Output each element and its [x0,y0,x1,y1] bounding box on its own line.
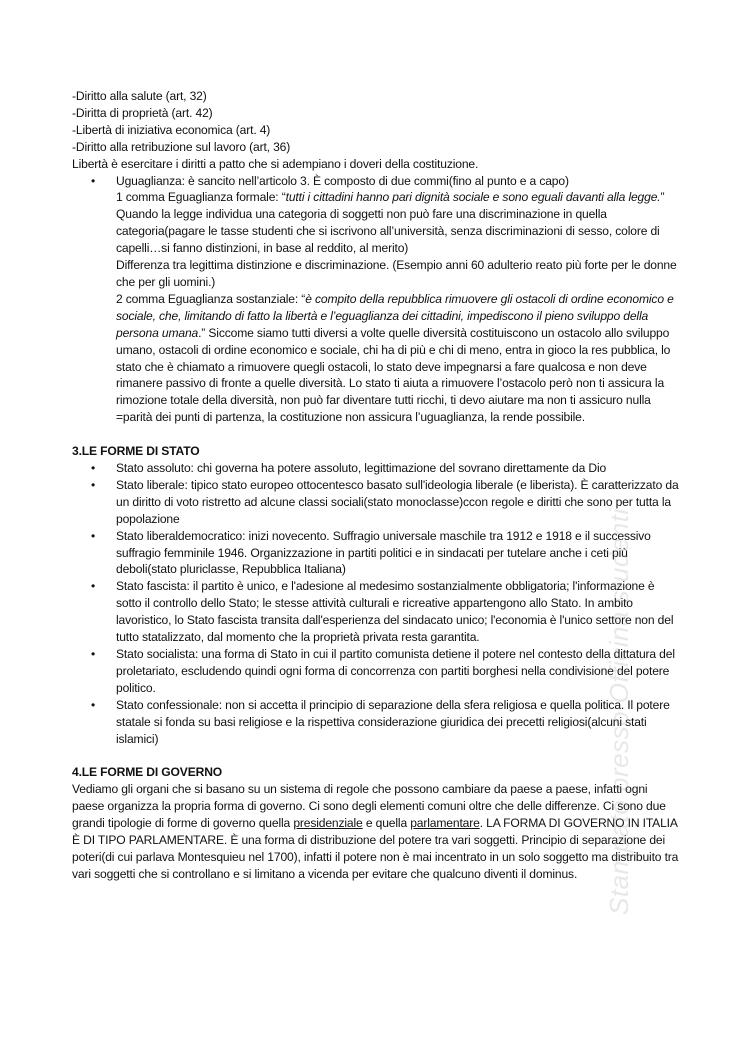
bullet-icon: • [91,579,96,594]
list-item-text: Stato liberale: tipico stato europeo ottocentesco basato sull'ideologia liberale (e liberista). È caratterizzato da un diritto di voto ristretto ad alcune classi sociali(stato monoclasse)ccon regole e diritti che sono per tutta la popolazione [116,477,679,526]
bullet-icon: • [91,528,96,543]
formal-prefix: 1 comma Eguaglianza formale: “ [116,190,286,205]
watermark: Stampato presso Officina studenti [604,508,634,915]
section-heading-forme-di-stato: 3.LE FORME DI STATO [72,444,200,459]
list-item-text: Stato confessionale: non si accetta il principio di separazione della sfera religiosa e quella politica. Il potere statale si fonda su basi religiose e la rispettiva considerazione giuridica dei precetti religiosi(alcuni stati islamici) [116,697,670,746]
bullet-icon: • [91,173,96,188]
underlined-term-presidenziale: presidenziale [293,816,363,831]
section-heading-forme-di-governo: 4.LE FORME DI GOVERNO [72,765,223,780]
rights-item: -Libertà di iniziativa economica (art. 4) [72,122,271,137]
bullet-icon: • [91,461,96,476]
substantial-rest: .” Siccome siamo tutti diversi a volte quelle diversità costituiscono un ostacolo allo sviluppo umano, ostacoli di ordine economico e sociale, chi ha di più e chi di meno, entra in gioco la res pubblica, lo stato che è chiamato a rimuovere quegli ostacoli, lo stato deve impegnarsi a fare qualcosa e non deve rimanere passivo di fronte a quelle diversità. Lo stato ti aiuta a rimuovere l’ostacolo però non ti assicura la rimozione totale della diversità, non può far diventare tutti ricchi, ti devo aiutare ma non ti assicuro nulla =parità dei punti di partenza, la costituzione non assicura l’uguaglianza, la rende possibile. [116,325,671,425]
forme-di-stato-list [72,460,682,747]
list-item [72,528,682,579]
formal-rest: ” Quando la legge individua una categoria di soggetti non può fare una discriminazione in quella categoria(pagare le tasse studenti che si iscrivono all’università, senza discriminazioni di sesso, colore di capelli…si fanno distinzioni, in base al reddito, al merito) [116,190,665,256]
liberty-statement: Libertà è esercitare i diritti a patto che si adempiano i doveri della costituzione. [72,156,479,171]
substantial-equality-paragraph [116,291,682,426]
paragraph-text: e quella [362,816,411,831]
rights-item: -Diritto alla retribuzione sul lavoro (art, 36) [72,139,291,154]
formal-equality-paragraph [116,189,682,257]
forme-di-governo-paragraph [72,781,682,882]
list-item-text: Stato assoluto: chi governa ha potere assoluto, legittimazione del sovrano direttamente da Dio [116,461,607,476]
rights-item: -Diritta di proprietà (art. 42) [72,105,213,120]
bullet-icon: • [91,697,96,712]
uguaglianza-item [72,173,682,427]
list-item-text: Stato socialista: una forma di Stato in cui il partito comunista detiene il potere nel contesto della dittatura del proletariato, escludendo quindi ogni forma di concorrenza con partiti borghesi nella condivisione del potere politico. [116,647,675,695]
formal-quote: tutti i cittadini hanno pari dignità sociale e sono eguali davanti alla legge. [285,190,661,205]
list-item [72,477,682,528]
list-item [72,697,682,748]
bullet-icon: • [91,647,96,661]
document-page [72,88,682,883]
list-item-text: Stato fascista: il partito è unico, e l'adesione al medesimo sostanzialmente obbligatoria; l'informazione è sotto il controllo dello Stato; le stesse attività culturali e ricreative appartengono allo Stato. In ambito lavoristico, lo Stato fascista transita dall'esperienza del sindacato unico; l'economia è l'unico settore non del tutto statalizzato, dal momento che la proprietà privata resta garantita. [116,579,674,645]
difference-paragraph: Differenza tra legittima distinzione e discriminazione. (Esempio anni 60 adulterio reato più forte per le donne che per gli uomini.) [116,258,677,289]
uguaglianza-intro: Uguaglianza: è sancito nell’articolo 3. È composto di due commi(fino al punto e a capo) [116,173,569,188]
list-item [72,578,682,646]
list-item [72,460,682,477]
list-item [72,646,682,697]
underlined-term-parlamentare: parlamentare [410,816,480,831]
uguaglianza-list [72,173,682,427]
list-item-text: Stato liberaldemocratico: inizi novecento. Suffragio universale maschile tra 1912 e 1918 e il successivo suffragio femminile 1946. Organizzazione in partiti politici e in sindacati per tutelare anche i ceti più deboli(stato pluriclasse, Repubblica Italiana) [116,528,651,577]
paragraph-text: . LA FORMA DI GOVERNO IN ITALIA È DI TIPO PARLAMENTARE. È una forma di distribuzione del potere tra vari soggetti. Principio di separazione dei poteri(di cui parlava Montesquieu nel 1700), infatti il potere non è mai incentrato in un solo soggetto ma distribuito tra vari soggetti che si controllano e si limitano a vicenda per evitare che qualcuno diventi il dominus. [72,816,679,881]
rights-item: -Diritto alla salute (art, 32) [72,89,207,103]
bullet-icon: • [91,477,96,492]
substantial-quote: è compito della repubblica rimuovere gli ostacoli di ordine economico e sociale, che, limitando di fatto la libertà e l’eguaglianza dei cittadini, impediscono il pieno sviluppo della persona umana [116,291,674,340]
paragraph-text: Vediamo gli organi che si basano su un sistema di regole che possono cambiare da paese a paese, infatti ogni paese organizza la propria forma di governo. Ci sono degli elementi comuni oltre che delle differenze. Ci sono due grandi tipologie di forme di governo quella [72,782,666,831]
substantial-prefix: 2 comma Eguaglianza sostanziale: “ [116,291,306,306]
